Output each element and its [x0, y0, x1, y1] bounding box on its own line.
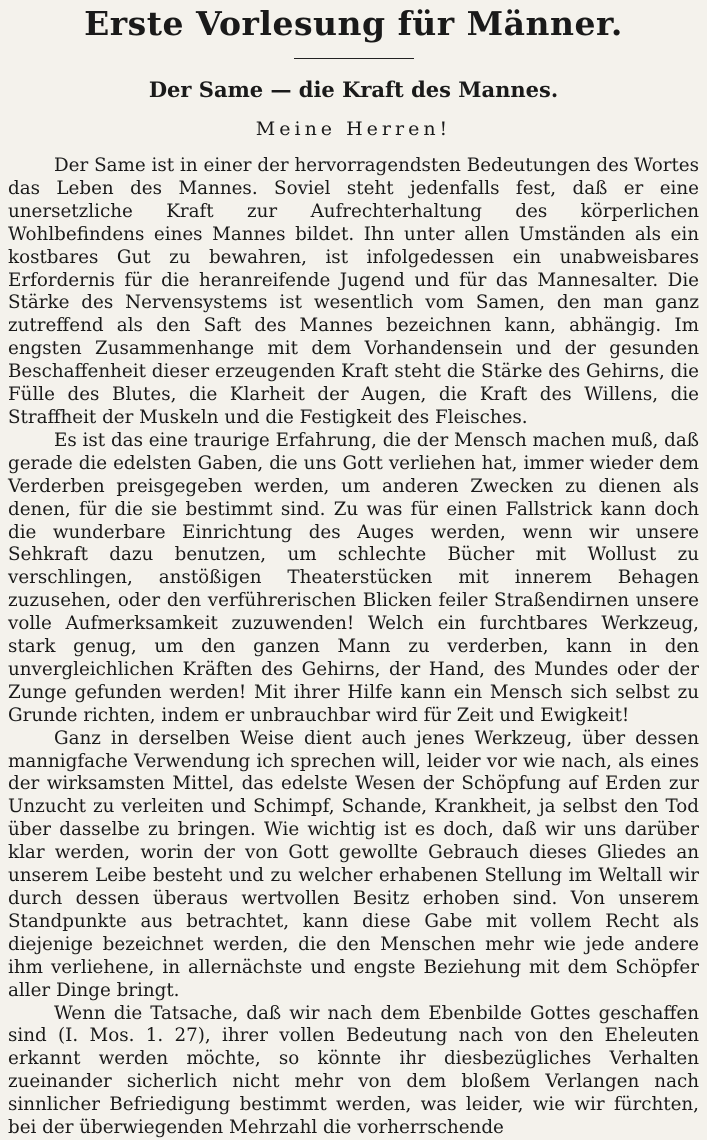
page-title: Erste Vorlesung für Männer.: [84, 4, 623, 43]
paragraph-4: Wenn die Tatsache, daß wir nach dem Ebenbilde Gottes geschaffen sind (I. Mos. 1. 27), ihrer vollen Bedeutung nach von den Eheleuten erkannt werden möchte, so könnte ihr diesbezügliches Verhalten zueinander sicherlich nicht mehr von dem bloßem Verlangen nach sinnlicher Befriedigung bestimmt werden, was leider, wie wir fürchten, bei der überwiegenden Mehrzahl die vorherrschende: [8, 1002, 699, 1139]
paragraph-3: Ganz in derselben Weise dient auch jenes Werkzeug, über dessen mannigfache Verwendung ich sprechen will, leider vor wie nach, als eines der wirksamsten Mittel, das edelste Wesen der Schöpfung auf Erden zur Unzucht zu verleiten und Schimpf, Schande, Krankheit, ja selbst den Tod über dasselbe zu bringen. Wie wichtig ist es doch, daß wir uns darüber klar werden, worin der von Gott gewollte Gebrauch dieses Gliedes an unserem Leibe besteht und zu welcher erhabenen Stellung im Weltall wir durch dessen überaus wertvollen Besitz erhoben sind. Von unserem Standpunkte aus betrachtet, kann diese Gabe mit vollem Recht als diejenige bezeichnet werden, die den Menschen mehr wie jede andere ihm verliehene, in allernächste und engste Beziehung mit dem Schöpfer aller Dinge bringt.: [8, 727, 699, 1001]
paragraph-2: Es ist das eine traurige Erfahrung, die der Mensch machen muß, daß gerade die edelsten Gaben, die uns Gott verliehen hat, immer wieder dem Verderben preisgegeben werden, um anderen Zwecken zu dienen als denen, für die sie bestimmt sind. Zu was für einen Fallstrick kann doch die wunderbare Einrichtung des Auges werden, wenn wir unsere Sehkraft dazu benutzen, um schlechte Bücher mit Wollust zu verschlingen, anstößigen Theaterstücken mit innerem Behagen zuzusehen, oder den verführerischen Blicken feiler Straßendirnen unsere volle Aufmerksamkeit zuzuwenden! Welch ein furchtbares Werkzeug, stark genug, um den ganzen Mann zu verderben, kann in den unvergleichlichen Kräften des Gehirns, der Hand, des Mundes oder der Zunge gefunden werden! Mit ihrer Hilfe kann ein Mensch sich selbst zu Grunde richten, indem er unbrauchbar wird für Zeit und Ewigkeit!: [8, 429, 699, 726]
salutation: Meine Herren!: [255, 118, 452, 140]
paragraph-1: Der Same ist in einer der hervorragendsten Bedeutungen des Wortes das Leben des Mannes. Soviel steht jedenfalls fest, daß er eine unersetzliche Kraft zur Aufrechterhaltung des körperlichen Wohlbefindens eines Mannes bildet. Ihn unter allen Umständen als ein kostbares Gut zu bewahren, ist infolgedessen ein unabweisbares Erfordernis für die heranreifende Jugend und für das Mannesalter. Die Stärke des Nervensystems ist wesentlich vom Samen, den man ganz zutreffend als den Saft des Mannes bezeichnen kann, abhängig. Im engsten Zusammenhange mit dem Vorhandensein und der gesunden Beschaffenheit dieser erzeugenden Kraft steht die Stärke des Gehirns, die Fülle des Blutes, die Klarheit der Augen, die Kraft des Willens, die Straffheit der Muskeln und die Festigkeit des Fleisches.: [8, 155, 699, 428]
section-heading: Der Same — die Kraft des Mannes.: [148, 77, 559, 102]
title-divider: [294, 58, 414, 59]
